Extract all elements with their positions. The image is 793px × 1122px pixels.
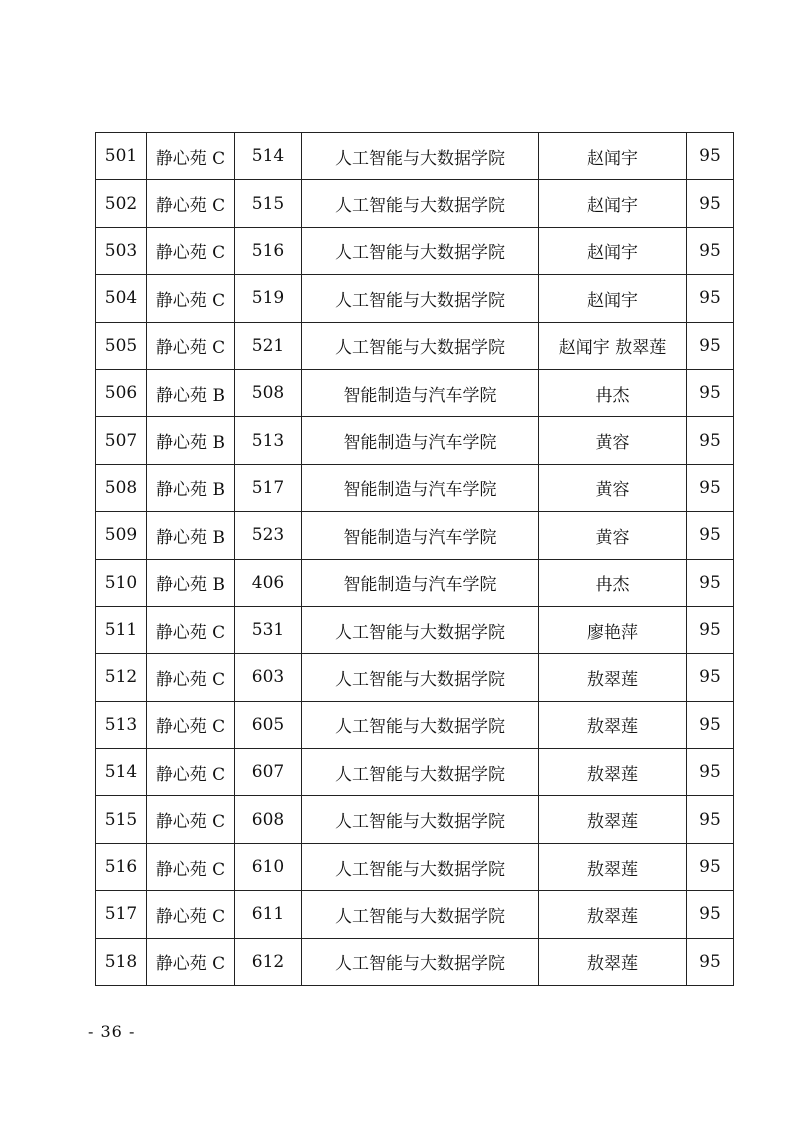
row-number-cell: 509 (96, 512, 147, 559)
table-row (96, 133, 734, 180)
college-cell: 智能制造与汽车学院 (302, 369, 539, 416)
room-cell: 610 (235, 843, 302, 890)
room-cell: 519 (235, 275, 302, 322)
table-row (96, 796, 734, 843)
score-cell: 95 (687, 227, 734, 274)
row-number-cell: 511 (96, 606, 147, 653)
table-row (96, 891, 734, 938)
counselor-cell: 赵闻宇 (539, 227, 687, 274)
table-row (96, 180, 734, 227)
counselor-cell: 廖艳萍 (539, 606, 687, 653)
row-number-cell: 502 (96, 180, 147, 227)
counselor-cell: 赵闻宇 敖翠莲 (539, 322, 687, 369)
counselor-cell: 冉杰 (539, 559, 687, 606)
row-number-cell: 514 (96, 749, 147, 796)
building-cell: 静心苑 C (147, 133, 235, 180)
room-cell: 514 (235, 133, 302, 180)
row-number-cell: 515 (96, 796, 147, 843)
building-cell: 静心苑 B (147, 417, 235, 464)
table-row (96, 938, 734, 985)
building-cell: 静心苑 C (147, 322, 235, 369)
room-cell: 605 (235, 701, 302, 748)
table-row (96, 369, 734, 416)
college-cell: 人工智能与大数据学院 (302, 227, 539, 274)
room-cell: 513 (235, 417, 302, 464)
row-number-cell: 506 (96, 369, 147, 416)
college-cell: 智能制造与汽车学院 (302, 512, 539, 559)
building-cell: 静心苑 B (147, 369, 235, 416)
row-number-cell: 507 (96, 417, 147, 464)
score-cell: 95 (687, 464, 734, 511)
building-cell: 静心苑 C (147, 938, 235, 985)
score-cell: 95 (687, 559, 734, 606)
table-row (96, 701, 734, 748)
score-cell: 95 (687, 180, 734, 227)
college-cell: 智能制造与汽车学院 (302, 464, 539, 511)
college-cell: 人工智能与大数据学院 (302, 843, 539, 890)
table-row (96, 227, 734, 274)
college-cell: 人工智能与大数据学院 (302, 180, 539, 227)
building-cell: 静心苑 C (147, 180, 235, 227)
score-cell: 95 (687, 796, 734, 843)
room-cell: 521 (235, 322, 302, 369)
score-cell: 95 (687, 369, 734, 416)
score-cell: 95 (687, 275, 734, 322)
college-cell: 人工智能与大数据学院 (302, 654, 539, 701)
college-cell: 人工智能与大数据学院 (302, 322, 539, 369)
table-row (96, 749, 734, 796)
room-cell: 611 (235, 891, 302, 938)
score-cell: 95 (687, 606, 734, 653)
table-row (96, 606, 734, 653)
room-cell: 523 (235, 512, 302, 559)
score-cell: 95 (687, 322, 734, 369)
table-row (96, 559, 734, 606)
score-cell: 95 (687, 938, 734, 985)
building-cell: 静心苑 C (147, 749, 235, 796)
building-cell: 静心苑 C (147, 227, 235, 274)
college-cell: 人工智能与大数据学院 (302, 796, 539, 843)
counselor-cell: 敖翠莲 (539, 938, 687, 985)
college-cell: 人工智能与大数据学院 (302, 749, 539, 796)
room-cell: 608 (235, 796, 302, 843)
room-cell: 603 (235, 654, 302, 701)
counselor-cell: 敖翠莲 (539, 843, 687, 890)
row-number-cell: 516 (96, 843, 147, 890)
building-cell: 静心苑 B (147, 512, 235, 559)
row-number-cell: 512 (96, 654, 147, 701)
row-number-cell: 517 (96, 891, 147, 938)
table-row (96, 417, 734, 464)
counselor-cell: 敖翠莲 (539, 891, 687, 938)
college-cell: 智能制造与汽车学院 (302, 559, 539, 606)
college-cell: 人工智能与大数据学院 (302, 275, 539, 322)
row-number-cell: 501 (96, 133, 147, 180)
row-number-cell: 504 (96, 275, 147, 322)
row-number-cell: 505 (96, 322, 147, 369)
room-cell: 508 (235, 369, 302, 416)
counselor-cell: 黄容 (539, 417, 687, 464)
building-cell: 静心苑 B (147, 559, 235, 606)
table-row (96, 843, 734, 890)
table-body (96, 133, 734, 986)
dormitory-score-table (95, 132, 734, 986)
room-cell: 515 (235, 180, 302, 227)
building-cell: 静心苑 C (147, 843, 235, 890)
score-cell: 95 (687, 417, 734, 464)
table-row (96, 654, 734, 701)
counselor-cell: 赵闻宇 (539, 275, 687, 322)
score-cell: 95 (687, 512, 734, 559)
table-row (96, 275, 734, 322)
counselor-cell: 敖翠莲 (539, 701, 687, 748)
table-row (96, 322, 734, 369)
table-row (96, 512, 734, 559)
building-cell: 静心苑 B (147, 464, 235, 511)
college-cell: 人工智能与大数据学院 (302, 133, 539, 180)
room-cell: 516 (235, 227, 302, 274)
score-cell: 95 (687, 843, 734, 890)
page-number: - 36 - (88, 1022, 136, 1041)
score-cell: 95 (687, 654, 734, 701)
row-number-cell: 508 (96, 464, 147, 511)
building-cell: 静心苑 C (147, 654, 235, 701)
room-cell: 406 (235, 559, 302, 606)
building-cell: 静心苑 C (147, 891, 235, 938)
building-cell: 静心苑 C (147, 275, 235, 322)
room-cell: 607 (235, 749, 302, 796)
college-cell: 人工智能与大数据学院 (302, 606, 539, 653)
counselor-cell: 敖翠莲 (539, 749, 687, 796)
row-number-cell: 503 (96, 227, 147, 274)
college-cell: 人工智能与大数据学院 (302, 891, 539, 938)
college-cell: 人工智能与大数据学院 (302, 938, 539, 985)
building-cell: 静心苑 C (147, 606, 235, 653)
room-cell: 612 (235, 938, 302, 985)
room-cell: 531 (235, 606, 302, 653)
college-cell: 人工智能与大数据学院 (302, 701, 539, 748)
score-cell: 95 (687, 891, 734, 938)
college-cell: 智能制造与汽车学院 (302, 417, 539, 464)
score-cell: 95 (687, 701, 734, 748)
score-cell: 95 (687, 749, 734, 796)
score-cell: 95 (687, 133, 734, 180)
counselor-cell: 敖翠莲 (539, 654, 687, 701)
counselor-cell: 赵闻宇 (539, 133, 687, 180)
row-number-cell: 510 (96, 559, 147, 606)
building-cell: 静心苑 C (147, 701, 235, 748)
room-cell: 517 (235, 464, 302, 511)
building-cell: 静心苑 C (147, 796, 235, 843)
table-row (96, 464, 734, 511)
row-number-cell: 513 (96, 701, 147, 748)
counselor-cell: 敖翠莲 (539, 796, 687, 843)
counselor-cell: 黄容 (539, 464, 687, 511)
counselor-cell: 冉杰 (539, 369, 687, 416)
counselor-cell: 黄容 (539, 512, 687, 559)
counselor-cell: 赵闻宇 (539, 180, 687, 227)
row-number-cell: 518 (96, 938, 147, 985)
